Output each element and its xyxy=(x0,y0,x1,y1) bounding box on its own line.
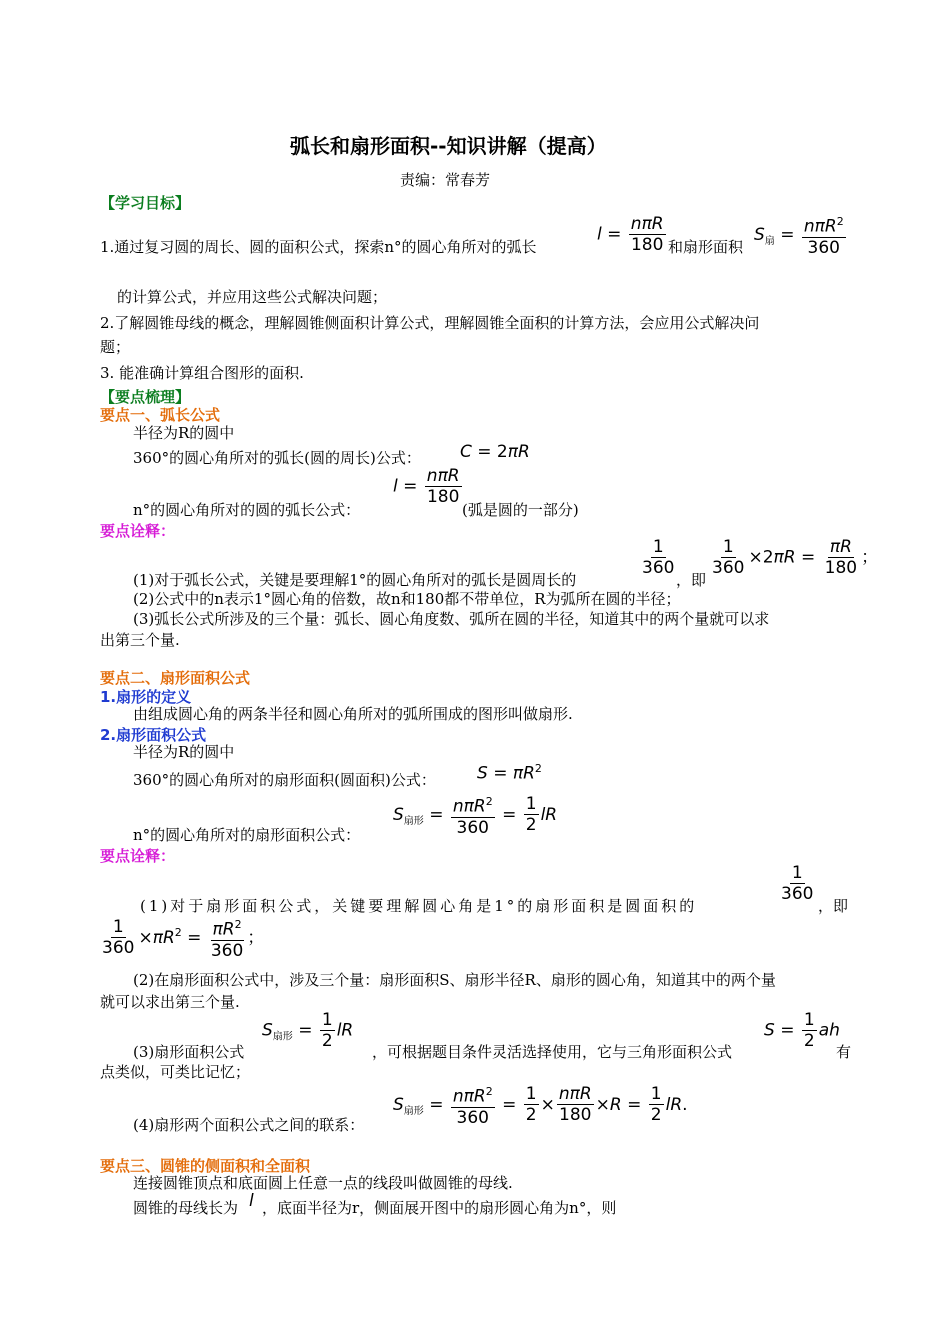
one-over-360-2: $\frac{1}{360}$ xyxy=(781,863,814,904)
goal-1-mid: 和扇形面积 xyxy=(668,238,744,256)
point-2-line-2: 360°的圆心角所对的扇形面积(圆面积)公式： xyxy=(133,771,436,789)
sector-relation-formula: $S_{扇形}$ = $\frac{n\pi R^2}{360}$ = $\frac{1}{2}$ × $\frac{\text{nπR}}{180}$ ×R = $\frac{1}{2}$ lR. xyxy=(393,1082,688,1128)
point-2-note-3-end: 有 xyxy=(836,1043,852,1061)
sector-area-formula: $S_扇$ = $\frac{n\pi R^2}{360}$ xyxy=(754,212,848,258)
goal-2-end: 题； xyxy=(100,338,131,356)
point-2-sub-1: 1.扇形的定义 xyxy=(100,688,192,706)
point-1-line-1: 半径为R的圆中 xyxy=(133,424,235,442)
point-2-sub-2: 2.扇形面积公式 xyxy=(100,726,207,744)
point-2-note-1: (1)对于扇形面积公式，关键要理解圆心角是1°的扇形面积是圆面积的 xyxy=(140,897,698,915)
triangle-area-formula: S = $\frac{1}{2}$ ah xyxy=(764,1010,840,1051)
point-2-note-3-mid: ，可根据题目条件灵活选择使用，它与三角形面积公式 xyxy=(372,1043,733,1061)
point-2-heading: 要点二、扇形面积公式 xyxy=(100,669,251,687)
goal-1-end: 的计算公式，并应用这些公式解决问题； xyxy=(117,288,388,306)
point-1-note-2: (2)公式中的n表示1°圆心角的倍数，故n和180都不带单位，R为弧所在圆的半径； xyxy=(133,590,681,608)
sector-unit-formula: $\frac{1}{360}$ $\times\pi R^2$ = $\frac{\pi R^2}{360}$ ； xyxy=(98,915,264,961)
point-2-note-1-mid: ，即 xyxy=(818,897,849,915)
point-1-note-1: (1)对于弧长公式，关键是要理解1°的圆心角所对的弧长是圆周长的 xyxy=(133,571,577,589)
point-3-line-1: 连接圆锥顶点和底面圆上任意一点的线段叫做圆锥的母线. xyxy=(133,1174,513,1192)
point-1-note-3-end: 出第三个量. xyxy=(100,631,180,649)
one-over-360: $\frac{1}{360}$ xyxy=(642,537,675,578)
sector-area-lr-formula: $S_{扇形}$ = $\frac{1}{2}$ lR xyxy=(262,1010,354,1051)
point-1-heading: 要点一、弧长公式 xyxy=(100,406,221,424)
arc-length-formula: l = $\frac{\text{nπR}}{180}$ xyxy=(597,214,664,255)
goal-3-text: 3. 能准确计算组合图形的面积. xyxy=(100,364,304,382)
sector-area-formula-2: $S_{扇形}$ = $\frac{n\pi R^2}{360}$ = $\frac{1}{2}$ lR xyxy=(393,792,557,838)
point-2-note-heading: 要点诠释： xyxy=(100,847,176,865)
circumference-formula: C = 2πR xyxy=(460,442,530,462)
point-2-line-1: 半径为R的圆中 xyxy=(133,743,235,761)
arc-length-formula-2: l = $\frac{\text{nπR}}{180}$ xyxy=(393,466,460,507)
point-3-heading: 要点三、圆锥的侧面积和全面积 xyxy=(100,1157,311,1175)
point-2-line-3: n°的圆心角所对的扇形面积公式： xyxy=(133,826,361,844)
point-1-note-heading: 要点诠释： xyxy=(100,522,176,540)
section-points: 【要点梳理】 xyxy=(100,388,191,406)
section-goals: 【学习目标】 xyxy=(100,194,191,212)
point-2-note-2-end: 就可以求出第三个量. xyxy=(100,993,240,1011)
point-1-line-3-note: (弧是圆的一部分) xyxy=(462,501,579,519)
point-1-line-3: n°的圆心角所对的圆的弧长公式： xyxy=(133,501,361,519)
arc-unit-formula: $\frac{1}{360}$ ×2πR = $\frac{\pi R}{180}$ ； xyxy=(712,537,879,578)
circle-area-formula: $S = \pi R^2$ xyxy=(477,762,542,784)
page-title: 弧长和扇形面积--知识讲解（提高） xyxy=(290,134,607,158)
point-2-note-4: (4)扇形两个面积公式之间的联系： xyxy=(133,1116,365,1134)
point-3-line-2-end: ，底面半径为r，侧面展开图中的扇形圆心角为n°，则 xyxy=(262,1199,617,1217)
point-2-note-2: (2)在扇形面积公式中，涉及三个量：扇形面积S、扇形半径R、扇形的圆心角，知道其中的两个量 xyxy=(133,971,776,989)
point-1-note-3: (3)弧长公式所涉及的三个量：弧长、圆心角度数、弧所在圆的半径，知道其中的两个量就可以求 xyxy=(133,610,770,628)
goal-1-text: 1.通过复习圆的周长、圆的面积公式，探索n°的圆心角所对的弧长 xyxy=(100,238,537,256)
goal-2-text: 2.了解圆锥母线的概念，理解圆锥侧面积计算公式，理解圆锥全面积的计算方法，会应用公式解决问 xyxy=(100,314,760,332)
editor-line: 责编：常春芳 xyxy=(400,171,491,189)
point-3-line-2: 圆锥的母线长为 xyxy=(133,1199,239,1217)
point-2-note-3-cont: 点类似，可类比记忆； xyxy=(100,1063,251,1081)
point-2-note-3: (3)扇形面积公式 xyxy=(133,1043,245,1061)
point-1-note-1-mid: ，即 xyxy=(676,571,707,589)
point-1-line-2: 360°的圆心角所对的弧长(圆的周长)公式： xyxy=(133,449,421,467)
point-2-sub-1-text: 由组成圆心角的两条半径和圆心角所对的弧所围成的图形叫做扇形. xyxy=(133,705,573,723)
slant-height-symbol: l xyxy=(249,1191,254,1211)
